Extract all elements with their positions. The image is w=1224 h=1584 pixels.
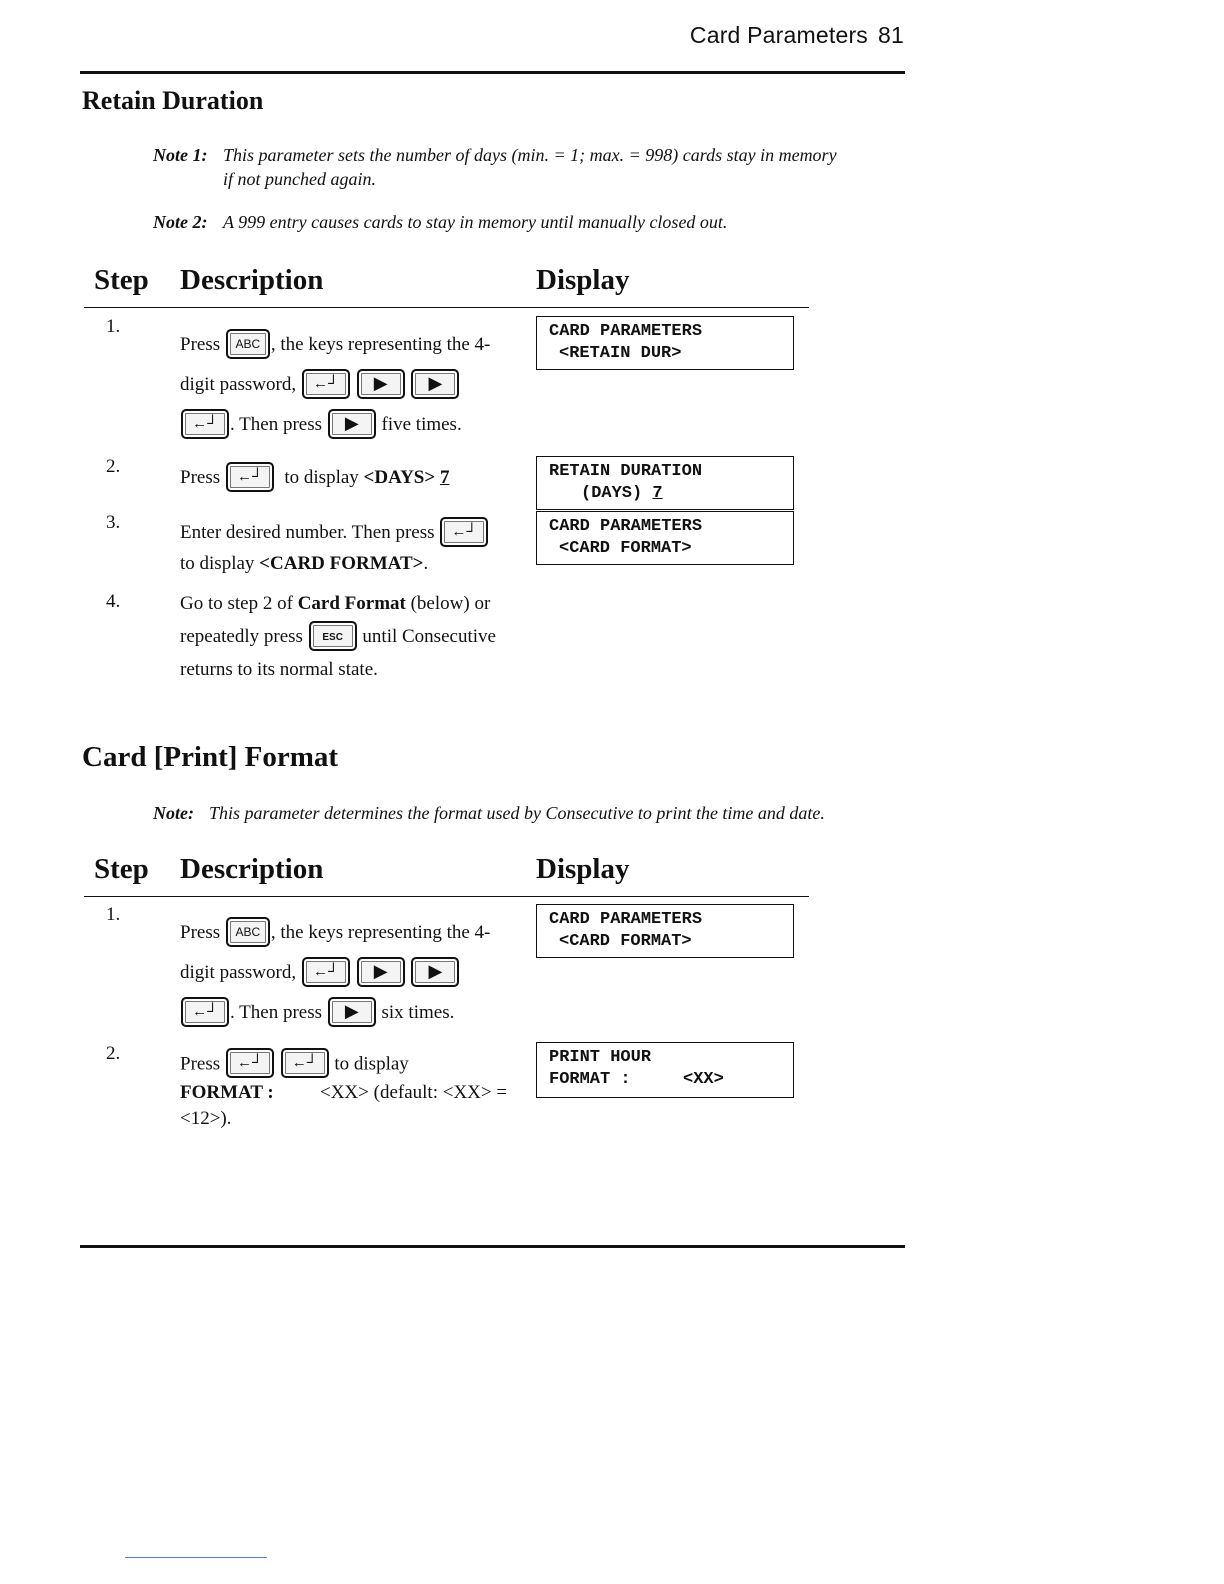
retain-note-1 [153,143,913,191]
desc-text: , the keys representing the 4- [270,922,491,943]
right-arrow-key-icon: ▶ [357,369,405,399]
step-number: 1. [106,316,121,337]
note-text: This parameter determines the format used by Consecutive to print the time and date. [209,803,825,823]
desc-text: Press [180,1053,221,1075]
enter-key-icon: ←┘ [181,997,229,1027]
desc-text: <XX> (default: <XX> = [320,1082,508,1103]
format-step-1-description [180,913,525,1033]
col-description: Description [180,264,324,296]
enter-key-icon: ←┘ [302,957,350,987]
footnote-rule [125,1557,267,1558]
step-number: 2. [106,1043,121,1064]
right-arrow-key-icon: ▶ [411,957,459,987]
lcd-line: CARD PARAMETERS [549,322,703,341]
format-note [153,801,933,825]
note-text: This parameter sets the number of days (min. = 1; max. = 998) cards stay in memory [223,145,837,165]
note-text: if not punched again. [223,169,376,189]
abc-key-icon: ABC [226,917,270,947]
desc-text: five times. [381,414,462,435]
step-1-description [180,325,525,445]
desc-text: to display [284,467,359,488]
lcd-line: <RETAIN DUR> [559,344,682,363]
footer-rule [80,1245,905,1248]
desc-text: returns to its normal state. [180,659,378,680]
desc-text: to display [334,1053,409,1075]
desc-text: <12>). [180,1108,232,1129]
table-rule [84,896,809,897]
step-number: 2. [106,456,121,477]
desc-text: . Then press [230,1002,322,1023]
enter-key-icon: ←┘ [226,462,274,492]
right-arrow-key-icon: ▶ [357,957,405,987]
card-format-title: Card [Print] Format [82,741,339,773]
note-label: Note: [153,803,194,823]
lcd-display [536,904,794,958]
desc-text: until Consecutive [362,626,496,647]
step-number: 1. [106,904,121,925]
enter-key-icon: ←┘ [226,1048,274,1078]
desc-text: Press [180,467,221,488]
page-header [690,22,904,49]
lcd-line: CARD PARAMETERS [549,910,703,929]
header-rule [80,71,905,74]
abc-key-icon: ABC [226,329,270,359]
lcd-value: <XX> [683,1070,724,1089]
col-step: Step [94,853,149,885]
lcd-display [536,316,794,370]
right-arrow-key-icon: ▶ [328,997,376,1027]
desc-text: repeatedly press [180,626,303,647]
enter-key-icon: ←┘ [440,517,488,547]
desc-text: (below) or [410,593,491,614]
desc-value: <DAYS> [363,467,436,488]
lcd-line: FORMAT : [549,1070,631,1089]
lcd-line: <CARD FORMAT> [559,539,692,558]
col-display: Display [536,853,630,885]
col-display: Display [536,264,630,296]
desc-text: Go to step 2 of [180,593,293,614]
desc-text: Press [180,334,221,355]
desc-value: <CARD FORMAT> [259,552,424,574]
header-title: Card Parameters [689,22,869,48]
desc-text: digit password, [180,962,297,983]
retain-note-2 [153,210,913,234]
lcd-display [536,511,794,565]
retain-duration-title: Retain Duration [82,86,264,115]
col-step: Step [94,264,149,296]
lcd-line: <CARD FORMAT> [559,932,692,951]
note-label: Note 2: [153,212,208,232]
step-2-description [180,463,525,494]
lcd-value: 7 [652,484,663,503]
enter-key-icon: ←┘ [281,1048,329,1078]
desc-text: digit password, [180,374,297,395]
note-label: Note 1: [153,145,208,165]
lcd-display [536,1042,794,1098]
lcd-line: CARD PARAMETERS [549,517,703,536]
lcd-line: (DAYS) [581,484,643,503]
desc-text: Press [180,922,221,943]
desc-text: six times. [381,1002,455,1023]
table-rule [84,307,809,308]
desc-text: . Then press [230,414,322,435]
lcd-line: PRINT HOUR [549,1048,652,1067]
enter-key-icon: ←┘ [302,369,350,399]
format-step-2-description [180,1050,525,1132]
step-4-description [180,587,540,686]
desc-value: 7 [439,467,450,488]
desc-text: , the keys representing the 4- [270,334,491,355]
page-number: 81 [878,22,904,48]
enter-key-icon: ←┘ [181,409,229,439]
right-arrow-key-icon: ▶ [411,369,459,399]
right-arrow-key-icon: ▶ [328,409,376,439]
desc-text: Enter desired number. Then press [180,522,435,543]
desc-link-text: Card Format [297,593,406,614]
lcd-line: RETAIN DURATION [549,462,703,481]
lcd-display [536,456,794,510]
step-number: 3. [106,512,121,533]
step-number: 4. [106,591,121,612]
desc-value: FORMAT : [180,1082,274,1103]
step-3-description: Enter desired number. Then press ←┘ to display <CARD FORMAT>. [180,518,525,579]
note-text: A 999 entry causes cards to stay in memory until manually closed out. [223,212,728,232]
desc-text: to display [180,552,255,574]
esc-key-icon: ESC [309,621,357,651]
col-description: Description [180,853,324,885]
